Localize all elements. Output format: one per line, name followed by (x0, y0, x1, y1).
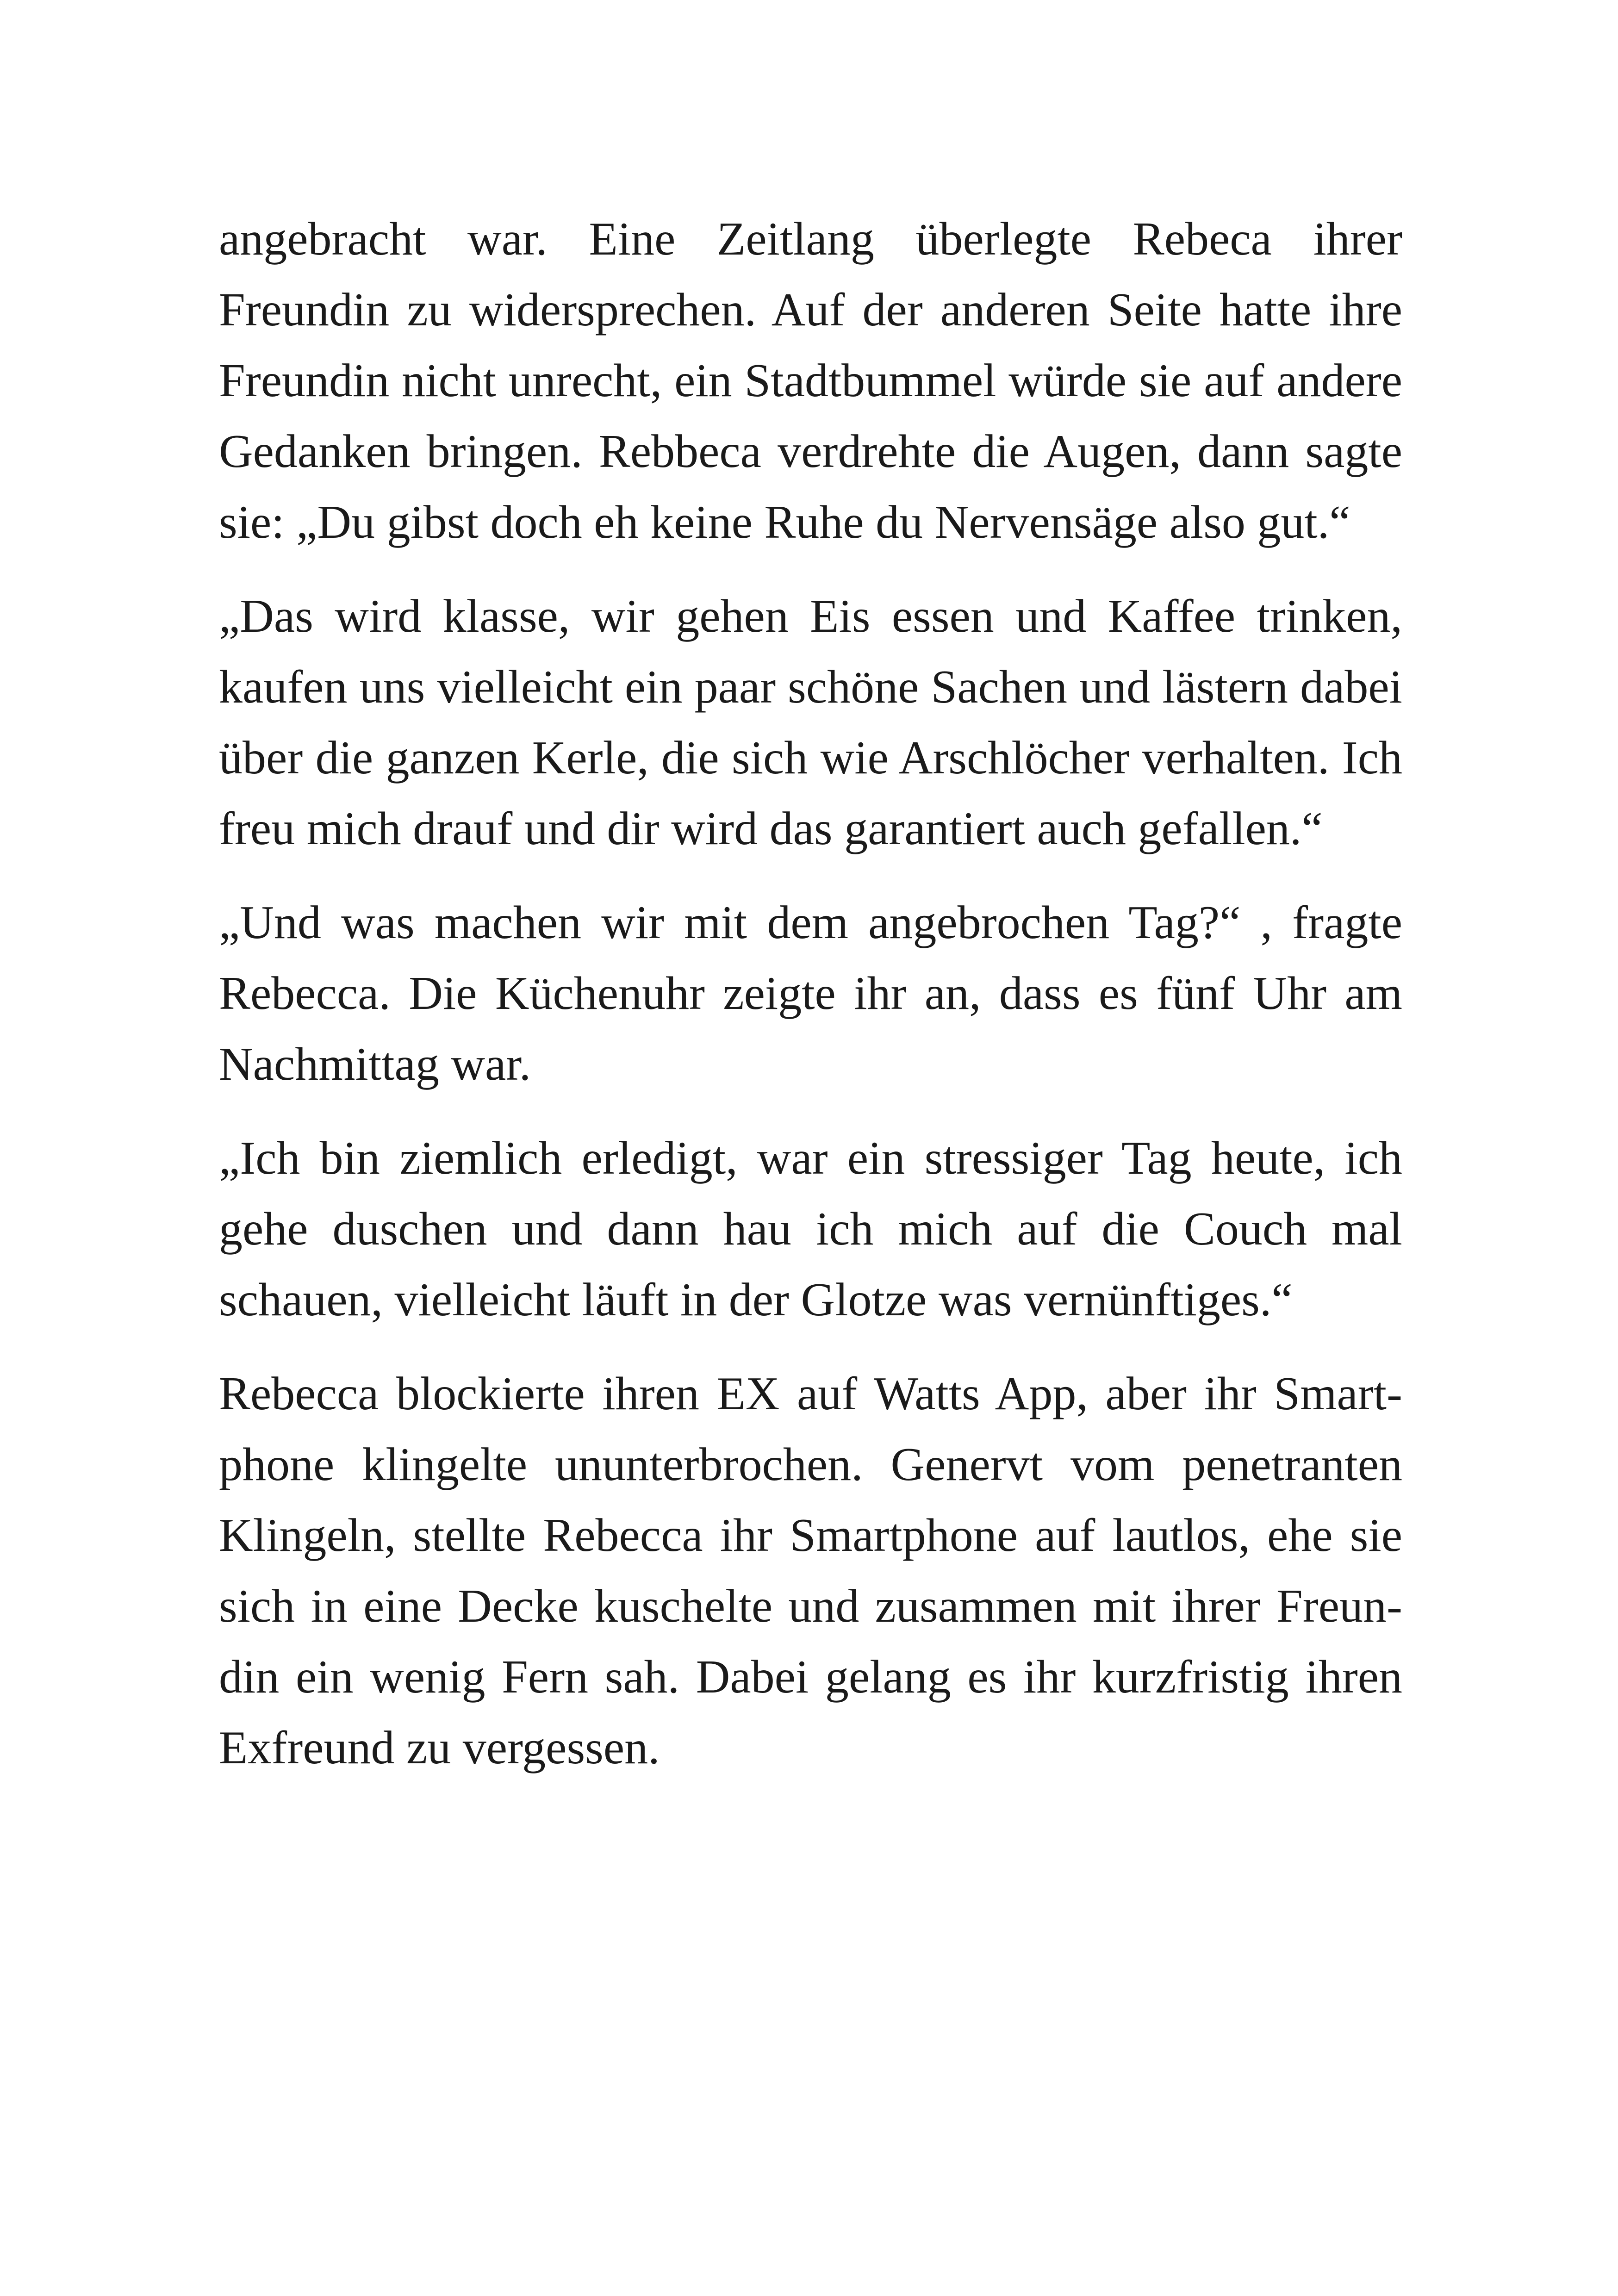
body-text (219, 204, 1402, 1806)
paragraph-1: angebracht war. Eine Zeitlang überlegte Rebeca ihrer Freundin zu widersprechen. Auf der anderen Seite hatte ihre Freundin nicht unrecht, ein Stadtbummel würde sie auf andere Gedanken bringen. Rebbeca verdrehte die Augen, dann sagte sie: „Du gibst doch eh keine Ruhe du Nervensäge also gut.“ (219, 213, 1402, 548)
paragraph-5: Rebecca blockierte ihren EX auf Watts App, aber ihr Smartphone klingelte ununterbrochen. Genervt vom penetranten Klingeln, stellte Rebecca ihr Smartphone auf lautlos, ehe sie sich in eine Decke kuschelte und zusammen mit ihrer Freundin ein wenig Fern sah. Dabei gelang es ihr kurzfristig ihren Exfreund zu vergessen. (219, 1368, 1402, 1774)
paragraph-4: „Ich bin ziemlich erledigt, war ein stressiger Tag heute, ich gehe duschen und dann hau ich mich auf die Couch mal schauen, vielleicht läuft in der Glotze was vernünftiges.“ (219, 1132, 1402, 1326)
paragraph-2: „Das wird klasse, wir gehen Eis essen und Kaffee trinken, kaufen uns vielleicht ein paar schöne Sachen und lästern dabei über die ganzen Kerle, die sich wie Arschlöcher verhalten. Ich freu mich drauf und dir wird das garantiert auch gefallen.“ (219, 590, 1402, 855)
paragraph-3: „Und was machen wir mit dem angebrochen Tag?“ , fragte Rebecca. Die Küchenuhr zeigte ihr an, dass es fünf Uhr am Nachmittag war. (219, 896, 1402, 1090)
